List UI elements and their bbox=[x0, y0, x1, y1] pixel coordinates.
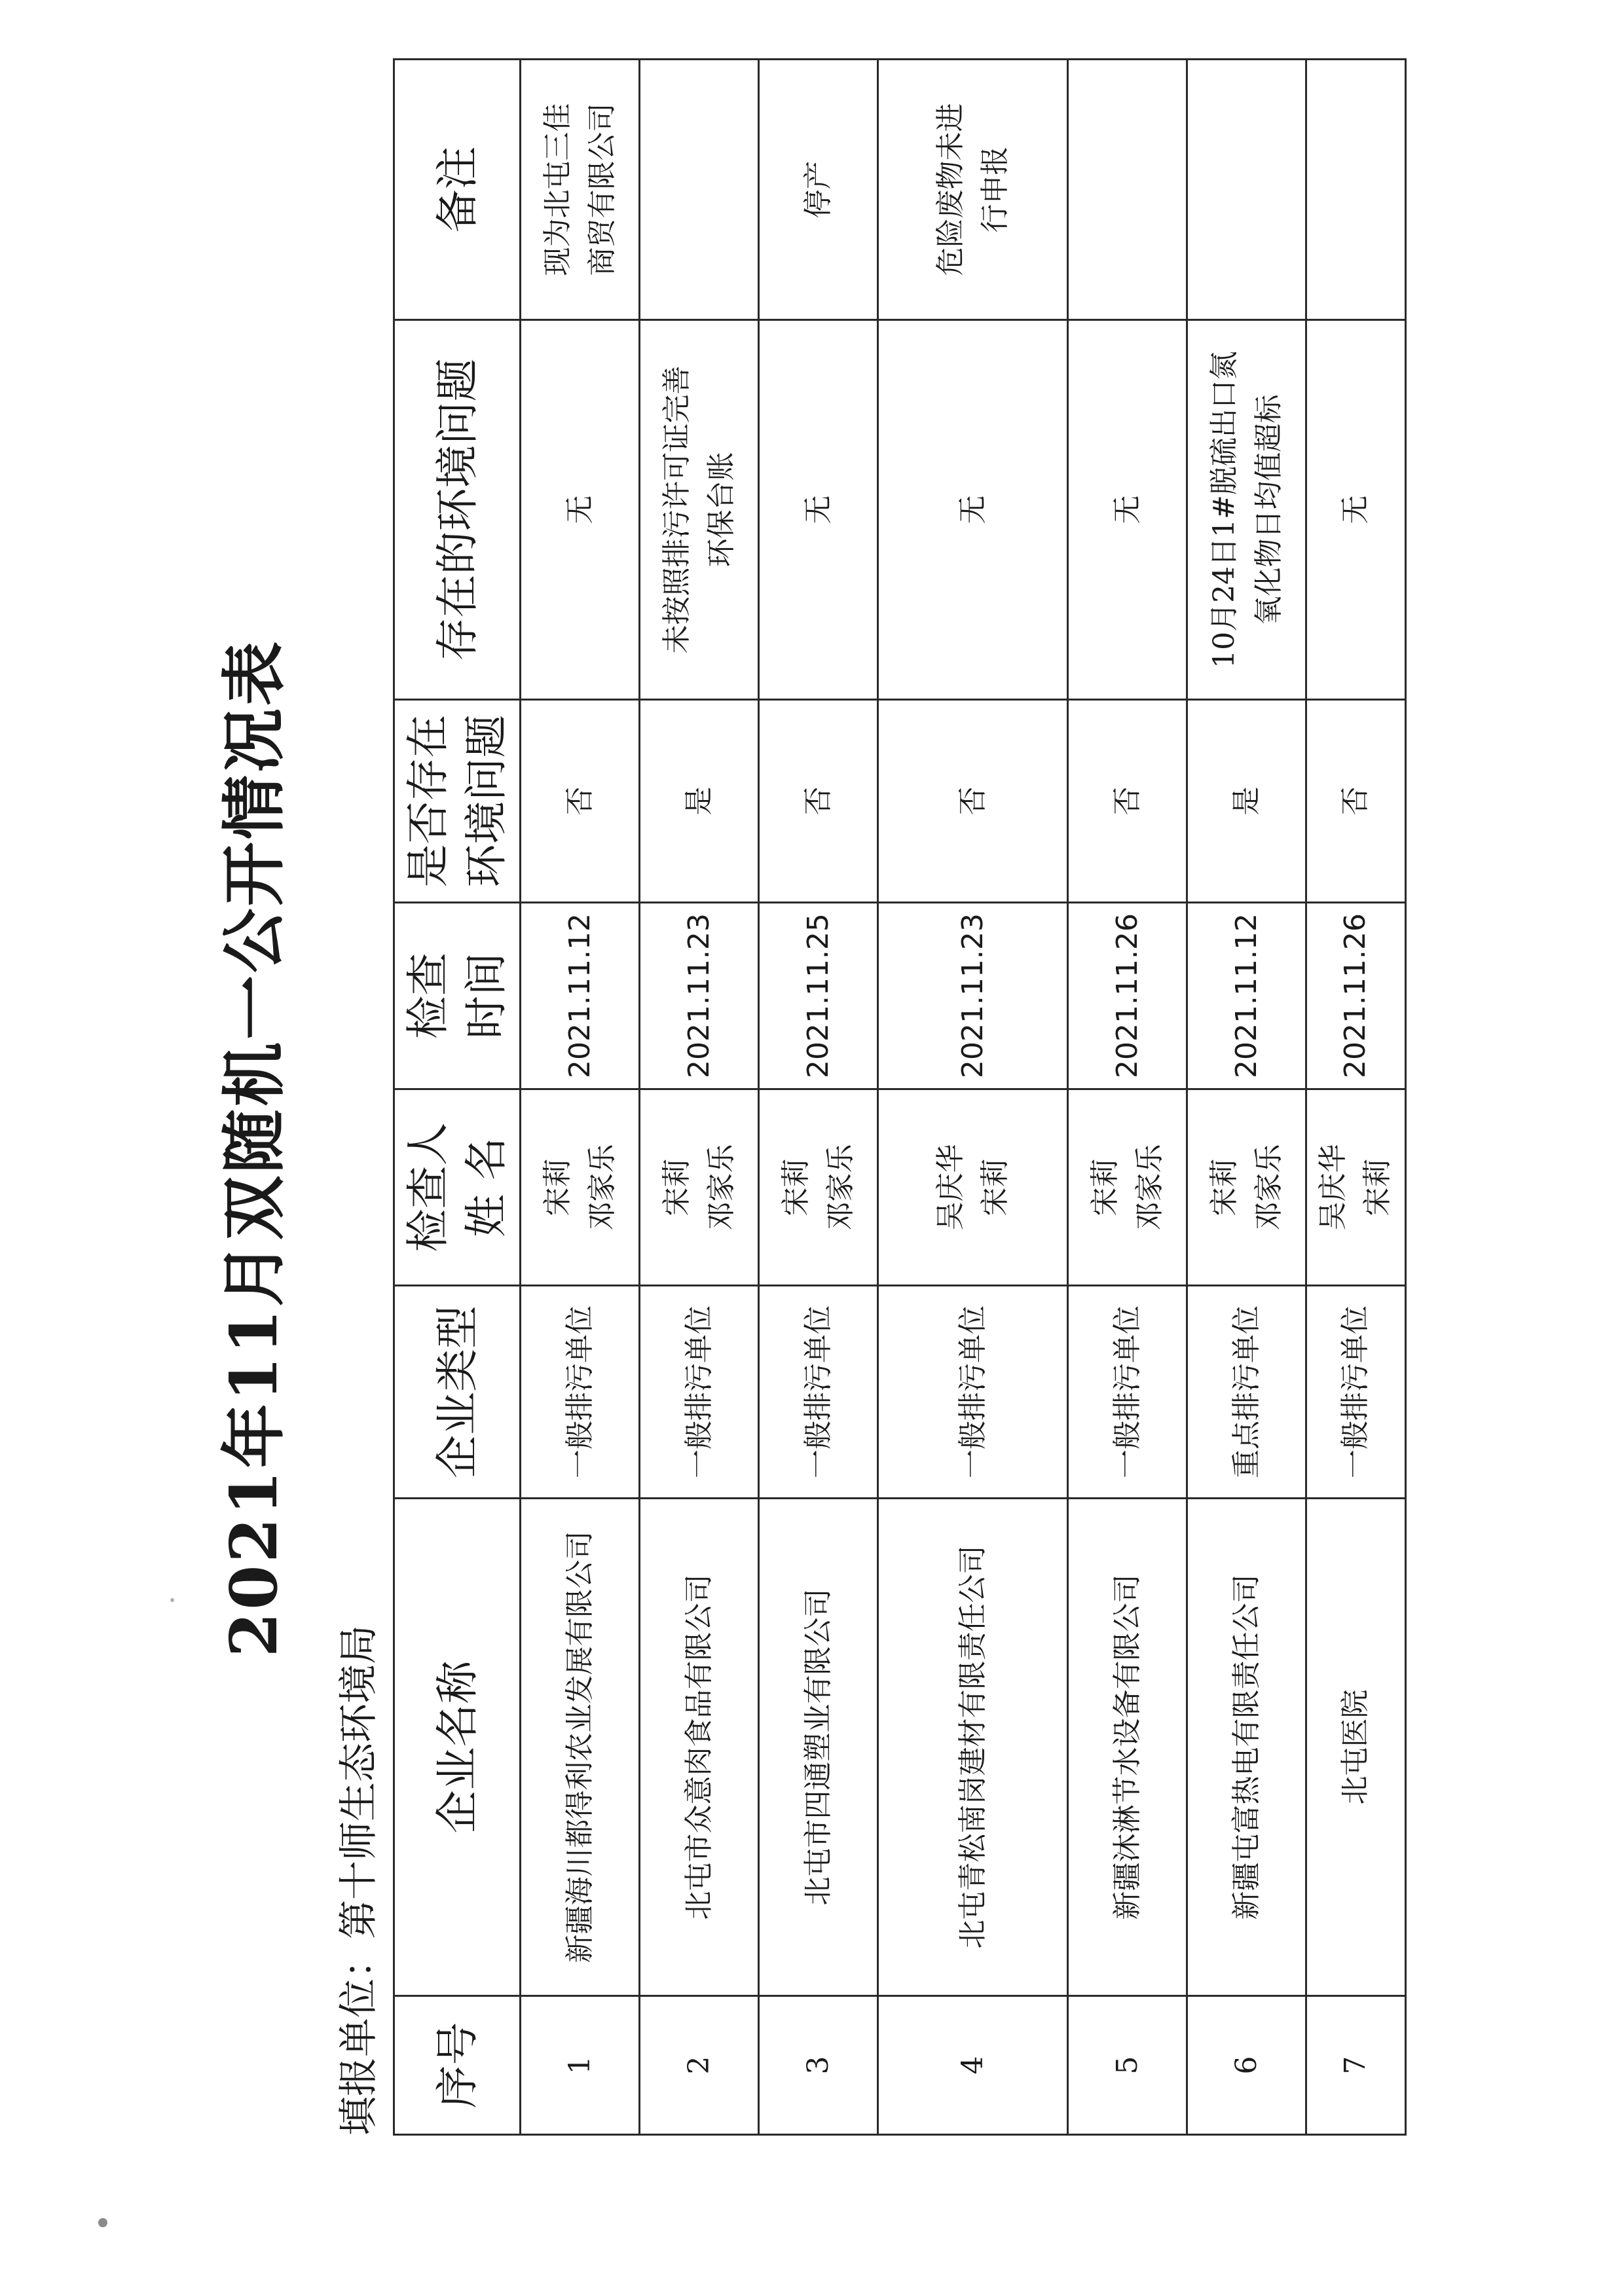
cell-issue bbox=[640, 320, 759, 700]
cell-no: 7 bbox=[1306, 1996, 1405, 2135]
header-exists bbox=[394, 700, 521, 903]
cell-inspectors bbox=[1187, 1089, 1306, 1286]
header-exists-line: 是否存在 bbox=[403, 714, 453, 888]
cell-issue bbox=[759, 320, 878, 700]
cell-date: 2021.11.25 bbox=[759, 903, 878, 1089]
cell-remark bbox=[878, 60, 1068, 320]
table-row bbox=[759, 60, 878, 2135]
cell-remark-line: 危险废物未进 bbox=[933, 103, 967, 276]
cell-no: 1 bbox=[521, 1996, 640, 2135]
cell-issue-line: 无 bbox=[1338, 495, 1373, 524]
cell-issue bbox=[1306, 320, 1405, 700]
cell-remark bbox=[1068, 60, 1187, 320]
table-row bbox=[878, 60, 1068, 2135]
header-exists-line: 环境问题 bbox=[461, 714, 512, 888]
cell-exists: 否 bbox=[521, 700, 640, 903]
cell-exists: 是 bbox=[640, 700, 759, 903]
cell-company-type: 一般排污单位 bbox=[1068, 1286, 1187, 1499]
cell-remark-line: 现为北屯三佳 bbox=[540, 103, 574, 276]
cell-remark bbox=[640, 60, 759, 320]
cell-company-type: 重点排污单位 bbox=[1187, 1286, 1306, 1499]
table-row bbox=[640, 60, 759, 2135]
cell-inspectors-line: 邓家乐 bbox=[823, 1144, 857, 1231]
cell-issue-line: 氧化物日均值超标 bbox=[1251, 394, 1285, 625]
cell-inspectors-line: 邓家乐 bbox=[704, 1144, 738, 1231]
cell-inspectors bbox=[759, 1089, 878, 1286]
cell-inspectors-line: 吴庆华 bbox=[1316, 1144, 1350, 1231]
cell-inspectors bbox=[640, 1089, 759, 1286]
cell-inspectors bbox=[1306, 1089, 1405, 1286]
cell-inspectors-line: 吴庆华 bbox=[933, 1144, 967, 1231]
cell-issue-line: 未按照排污许可证完善 bbox=[659, 365, 693, 654]
cell-issue bbox=[1068, 320, 1187, 700]
header-date-line: 时间 bbox=[461, 953, 512, 1039]
cell-issue-line: 无 bbox=[1110, 495, 1144, 524]
cell-company-name: 新疆海川都得利农业发展有限公司 bbox=[521, 1499, 640, 1996]
table-row bbox=[1187, 60, 1306, 2135]
cell-no: 2 bbox=[640, 1996, 759, 2135]
cell-exists: 否 bbox=[1068, 700, 1187, 903]
reporting-unit bbox=[327, 1625, 384, 2136]
cell-inspectors-line: 宋莉 bbox=[978, 1158, 1012, 1216]
cell-inspectors-line: 邓家乐 bbox=[1132, 1144, 1166, 1231]
cell-exists: 否 bbox=[878, 700, 1068, 903]
cell-company-name: 北屯医院 bbox=[1306, 1499, 1405, 1996]
header-date bbox=[394, 903, 521, 1089]
table-row bbox=[521, 60, 640, 2135]
cell-remark bbox=[759, 60, 878, 320]
cell-inspectors bbox=[521, 1089, 640, 1286]
cell-issue bbox=[878, 320, 1068, 700]
header-no: 序号 bbox=[394, 1996, 521, 2135]
cell-issue-line: 无 bbox=[955, 495, 989, 524]
table-row bbox=[1306, 60, 1405, 2135]
cell-no: 3 bbox=[759, 1996, 878, 2135]
cell-date: 2021.11.12 bbox=[1187, 903, 1306, 1089]
header-type: 企业类型 bbox=[394, 1286, 521, 1499]
cell-company-type: 一般排污单位 bbox=[640, 1286, 759, 1499]
cell-inspectors-line: 宋莉 bbox=[1361, 1158, 1395, 1216]
inspection-table bbox=[393, 58, 1407, 2136]
header-name: 企业名称 bbox=[394, 1499, 521, 1996]
cell-inspectors-line: 宋莉 bbox=[1088, 1158, 1122, 1216]
header-inspector-line: 姓 名 bbox=[461, 1137, 512, 1237]
cell-company-name: 新疆屯富热电有限责任公司 bbox=[1187, 1499, 1306, 1996]
cell-remark-line: 商贸有限公司 bbox=[585, 103, 619, 276]
cell-inspectors bbox=[878, 1089, 1068, 1286]
cell-issue-line: 环保台账 bbox=[704, 452, 738, 568]
scan-speck bbox=[170, 1598, 174, 1602]
cell-remark bbox=[1306, 60, 1405, 320]
header-inspector bbox=[394, 1089, 521, 1286]
cell-inspectors-line: 宋莉 bbox=[1207, 1158, 1241, 1216]
cell-company-type: 一般排污单位 bbox=[1306, 1286, 1405, 1499]
cell-company-name: 北屯市众意肉食品有限公司 bbox=[640, 1499, 759, 1996]
table-header-row bbox=[394, 60, 521, 2135]
cell-company-name: 北屯市四通塑业有限公司 bbox=[759, 1499, 878, 1996]
cell-no: 5 bbox=[1068, 1996, 1187, 2135]
cell-date: 2021.11.23 bbox=[640, 903, 759, 1089]
cell-company-name: 新疆沐淋节水设备有限公司 bbox=[1068, 1499, 1187, 1996]
cell-exists: 否 bbox=[759, 700, 878, 903]
cell-inspectors-line: 宋莉 bbox=[540, 1158, 574, 1216]
cell-inspectors bbox=[1068, 1089, 1187, 1286]
header-inspector-line: 检查人 bbox=[403, 1122, 453, 1252]
cell-remark-line: 行申报 bbox=[978, 146, 1012, 233]
cell-company-type: 一般排污单位 bbox=[759, 1286, 878, 1499]
cell-issue-line: 无 bbox=[801, 495, 835, 524]
cell-date: 2021.11.12 bbox=[521, 903, 640, 1089]
cell-remark bbox=[521, 60, 640, 320]
cell-company-type: 一般排污单位 bbox=[521, 1286, 640, 1499]
cell-no: 4 bbox=[878, 1996, 1068, 2135]
page-title: 2021年11月双随机一公开情况表 bbox=[217, 638, 292, 1658]
cell-company-type: 一般排污单位 bbox=[878, 1286, 1068, 1499]
cell-inspectors-line: 宋莉 bbox=[779, 1158, 813, 1216]
header-date-line: 检查 bbox=[403, 953, 453, 1039]
cell-inspectors-line: 邓家乐 bbox=[1251, 1144, 1285, 1231]
cell-date: 2021.11.26 bbox=[1306, 903, 1405, 1089]
cell-issue-line: 10月24日1#脱硫出口氮 bbox=[1207, 351, 1241, 668]
cell-inspectors-line: 邓家乐 bbox=[585, 1144, 619, 1231]
cell-remark-line: 停产 bbox=[801, 160, 835, 219]
cell-date: 2021.11.23 bbox=[878, 903, 1068, 1089]
table-row bbox=[1068, 60, 1187, 2135]
cell-inspectors-line: 宋莉 bbox=[659, 1158, 693, 1216]
cell-issue-line: 无 bbox=[563, 495, 597, 524]
cell-no: 6 bbox=[1187, 1996, 1306, 2135]
header-issue: 存在的环境问题 bbox=[394, 320, 521, 700]
cell-issue bbox=[1187, 320, 1306, 700]
cell-date: 2021.11.26 bbox=[1068, 903, 1187, 1089]
cell-exists: 是 bbox=[1187, 700, 1306, 903]
reporting-unit-value: 第十师生态环境局 bbox=[336, 1625, 382, 1939]
cell-company-name: 北屯青松南岗建材有限责任公司 bbox=[878, 1499, 1068, 1996]
cell-exists: 否 bbox=[1306, 700, 1405, 903]
reporting-unit-label: 填报单位： bbox=[336, 1939, 382, 2136]
cell-issue bbox=[521, 320, 640, 700]
scan-speck bbox=[98, 2218, 107, 2227]
header-remark: 备注 bbox=[394, 60, 521, 320]
cell-remark bbox=[1187, 60, 1306, 320]
